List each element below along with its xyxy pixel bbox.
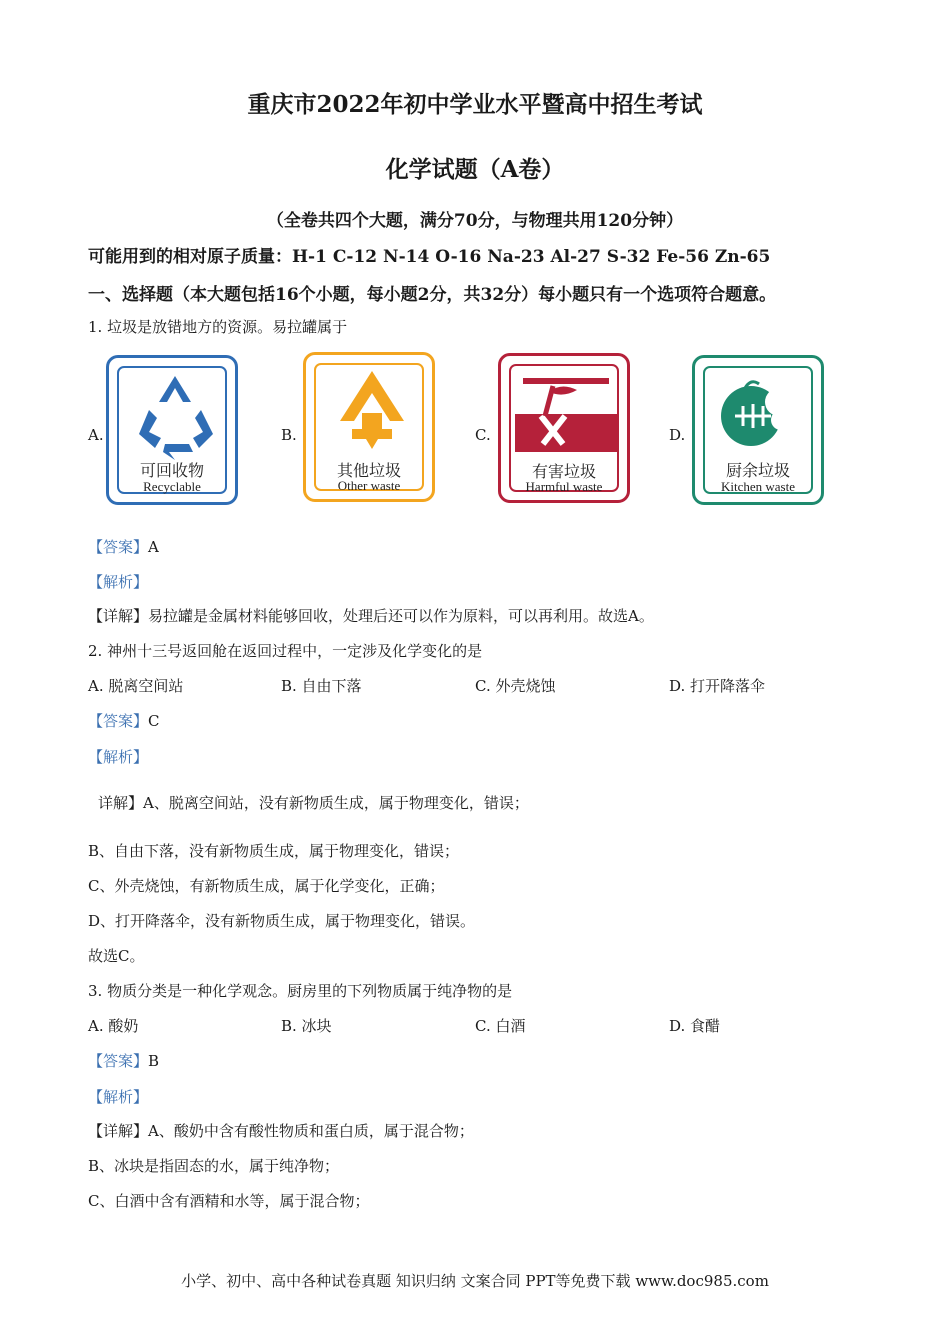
bin-d-zh-label: 厨余垃圾 xyxy=(725,461,790,480)
q3-analysis-tag: 【解析】 xyxy=(88,1088,149,1106)
q2-analysis-tag: 【解析】 xyxy=(88,748,149,766)
q1-option-d-bin xyxy=(692,355,824,505)
q3-detail-line: 【详解】A、酸奶中含有酸性物质和蛋白质，属于混合物； xyxy=(88,1122,474,1140)
q2-detail-line: B、自由下落，没有新物质生成，属于物理变化，错误； xyxy=(88,842,460,860)
answer-tag: 【答案】 xyxy=(88,538,149,556)
bin-a-zh-label: 可回收物 xyxy=(139,461,204,480)
q1-option-d-letter: D. xyxy=(669,426,686,444)
page-footer: 小学、初中、高中各种试卷真题 知识归纳 文案合同 PPT等免费下载 www.doc985.com xyxy=(181,1272,769,1290)
q2-detail-line: 详解】A、脱离空间站，没有新物质生成，属于物理变化，错误； xyxy=(98,794,529,812)
bin-c-en-label: Harmful waste xyxy=(525,479,603,494)
exam-subtitle: 化学试题（A卷） xyxy=(385,156,565,183)
q1-analysis-tag: 【解析】 xyxy=(88,573,149,591)
q3-option-c: C. 白酒 xyxy=(475,1017,526,1035)
atomic-masses: 可能用到的相对原子质量：H-1 C-12 N-14 O-16 Na-23 Al-27 S-32 Fe-56 Zn-65 xyxy=(88,247,771,267)
q1-answer xyxy=(88,536,159,557)
q2-answer xyxy=(88,710,160,731)
exam-title: 重庆市2022年初中学业水平暨高中招生考试 xyxy=(247,91,703,118)
bin-c-zh-label: 有害垃圾 xyxy=(531,462,596,481)
q3-stem: 3. 物质分类是一种化学观念。厨房里的下列物质属于纯净物的是 xyxy=(88,982,513,1000)
q1-option-c-bin xyxy=(498,353,630,503)
q2-detail-line: D、打开降落伞，没有新物质生成，属于物理变化，错误。 xyxy=(88,912,476,930)
q1-option-b-bin xyxy=(303,352,435,502)
q1-option-a-bin xyxy=(106,355,238,505)
bin-d-en-label: Kitchen waste xyxy=(720,479,795,494)
q3-option-d: D. 食醋 xyxy=(669,1017,721,1035)
answer-value: A xyxy=(148,538,159,556)
answer-value: C xyxy=(148,712,160,730)
answer-tag: 【答案】 xyxy=(88,712,149,730)
exam-note: （全卷共四个大题，满分70分，与物理共用120分钟） xyxy=(266,211,684,231)
section-one-heading: 一、选择题（本大题包括16个小题，每小题2分，共32分）每小题只有一个选项符合题意。 xyxy=(88,285,777,305)
q1-stem: 1. 垃圾是放错地方的资源。易拉罐属于 xyxy=(88,318,348,336)
q3-option-a: A. 酸奶 xyxy=(88,1017,139,1035)
q2-option-d: D. 打开降落伞 xyxy=(669,677,766,695)
q2-option-c: C. 外壳烧蚀 xyxy=(475,677,556,695)
q2-option-b: B. 自由下落 xyxy=(281,677,362,695)
q1-option-a-letter: A. xyxy=(88,426,104,444)
q2-detail-line: C、外壳烧蚀，有新物质生成，属于化学变化，正确； xyxy=(88,877,445,895)
q2-stem: 2. 神州十三号返回舱在返回过程中，一定涉及化学变化的是 xyxy=(88,642,483,660)
q3-option-b: B. 冰块 xyxy=(281,1017,332,1035)
q1-option-b-letter: B. xyxy=(281,426,297,444)
q3-detail-line: C、白酒中含有酒精和水等，属于混合物； xyxy=(88,1192,370,1210)
q2-detail-line: 故选C。 xyxy=(88,947,145,965)
bin-b-en-label: Other waste xyxy=(337,478,401,493)
q1-option-c-letter: C. xyxy=(475,426,491,444)
answer-value: B xyxy=(148,1052,160,1070)
q1-detail: 【详解】易拉罐是金属材料能够回收，处理后还可以作为原料，可以再利用。故选A。 xyxy=(88,607,654,625)
q3-answer xyxy=(88,1050,159,1071)
bin-a-en-label: Recyclable xyxy=(143,479,201,494)
bin-b-zh-label: 其他垃圾 xyxy=(336,461,401,480)
answer-tag: 【答案】 xyxy=(88,1052,149,1070)
q2-option-a: A. 脱离空间站 xyxy=(88,677,184,695)
q3-detail-line: B、冰块是指固态的水，属于纯净物； xyxy=(88,1157,340,1175)
